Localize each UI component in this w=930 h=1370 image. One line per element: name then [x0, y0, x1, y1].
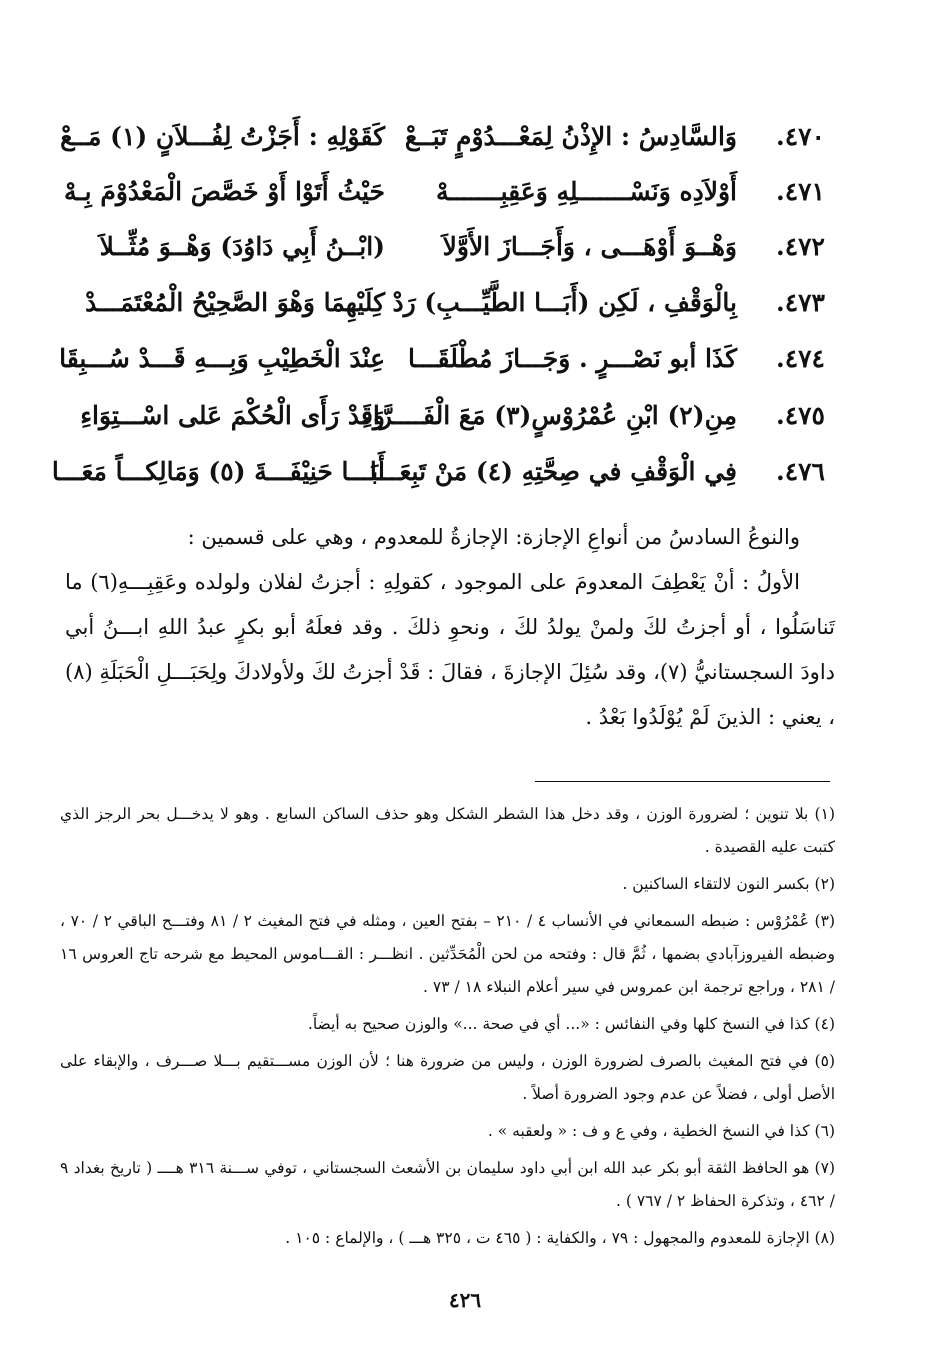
page-number: ٤٢٦ [448, 1288, 482, 1312]
verse-line [70, 390, 825, 440]
verse-line [70, 221, 825, 271]
verse-line [60, 111, 825, 161]
verse-number: ٤٧٢. [775, 231, 825, 261]
footnote: (٤) كذا في النسخ كلها وفي النفائس : «... أي في صحة ...» والوزن صحيح به أيضاً. [307, 1015, 835, 1033]
verse-first-hemistich: فِي الْوَقْفِ في صِحَّتِهِ (٤) مَنْ تَبِعَـــا [369, 456, 737, 486]
verse-first-hemistich: مِنِ(٢) ابْنِ عُمْرُوْسٍ(٣) مَعَ الْفَــــرَّاءِ [361, 400, 737, 430]
verse-number: ٤٧٤. [775, 343, 825, 373]
verse-second-hemistich: حَيْثُ أَتَوْا أَوْ خَصَّصَ الْمَعْدُوْمَ بِـهْ [63, 176, 385, 206]
verse-second-hemistich: عِنْدَ الْخَطِيْبِ وَبِـــهِ قَـــدْ سُـــبِقَا [59, 343, 385, 373]
verse-first-hemistich: بِالْوَقْفِ ، لَكِن (أَبَـــا الطَّيِّـــبِ) رَدْ [392, 287, 737, 317]
verse-line [63, 166, 825, 216]
body-paragraph: والنوعُ السادسُ من أنواعِ الإجازة: الإجازةُ للمعدوم ، وهي على قسمين : [187, 525, 800, 549]
verse-line [59, 333, 825, 383]
footnote: (٧) هو الحافظ الثقة أبو بكر عبد الله ابن أبي داود سليمان بن الأشعث السجستاني ، توفي ســـنة ٣١٦ هــــ ( تاريخ بغداد ٩ / ٤٦٢ ، وتذكرة الحفاظ ٢ / ٧٦٧ ) . [60, 1159, 835, 1210]
verse-number: ٤٧٦. [775, 456, 825, 486]
verse-line [51, 446, 825, 496]
footnote-divider [535, 781, 830, 782]
footnote: (٣) عُمْرُوْس : ضبطه السمعاني في الأنساب ٤ / ٢١٠ – بفتح العين ، ومثله في فتح المغيث ٢ / ٨١ وفتـــح الباقي ٢ / ٧٠ ، وضبطه الفيروزآبادي بضمها ، ثُمَّ قال : وفتحه من لحن الْمُحَدِّثين . انظـــر : القـــاموس المحيط مع شرحه تاج العروس ١٦ / ٢٨١ ، وراجع ترجمة ابن عمروس في سير أعلام النبلاء ١٨ / ٧٣ . [60, 912, 835, 996]
verse-line [70, 277, 825, 327]
footnotes [60, 798, 835, 1259]
verse-number: ٤٧٣. [775, 287, 825, 317]
verse-first-hemistich: وَهْــوَ أَوْهَـــى ، وَأَجَـــازَ الأَوَّلاَ [442, 231, 737, 261]
verse-second-hemistich: أَبَـــا حَنِيْفَـــةَ (٥) وَمَالِكـــاً مَعَـــا [51, 456, 385, 486]
verse-second-hemistich: كِلَيْهِمَا وَهْوَ الصَّحِيْحُ الْمُعْتَمَـــدْ [85, 287, 385, 317]
verse-number: ٤٧٥. [775, 400, 825, 430]
verse-second-hemistich: وَقَدْ رَأَى الْحُكْمَ عَلى اسْـــتِوَاءِ [80, 400, 385, 430]
verse-second-hemistich: كَقَوْلِهِ : أَجَزْتُ لِفُـــلاَنٍ (١) مَــعْ [60, 121, 385, 151]
footnote: (٥) في فتح المغيث بالصرف لضرورة الوزن ، وليس من ضرورة هنا ؛ لأن الوزن مســـتقيم بـــلا صـــرف ، والإبقاء على الأصل أولى ، فضلاً عن عدم وجود الضرورة أصلاً . [60, 1052, 835, 1103]
verse-number: ٤٧١. [775, 176, 825, 206]
footnote: (٢) بكسر النون لالتقاء الساكنين . [622, 875, 835, 893]
footnote: (١) بلا تنوين ؛ لضرورة الوزن ، وقد دخل هذا الشطر الشكل وهو حذف الساكن السابع . وهو لا يدخـــل بحر الرجز الذي كتبت عليه القصيدة . [60, 805, 835, 856]
verse-first-hemistich: وَالسَّادِسُ : الإِذْنُ لِمَعْـــدُوْمٍ تَبَــعْ [404, 121, 737, 151]
verse-first-hemistich: كَذَا أبو نَصْـــرٍ . وَجَـــازَ مُطْلَقَـــا [407, 343, 737, 373]
footnote: (٦) كذا في النسخ الخطية ، وفي ع و ف : « ولعقبه » . [487, 1122, 835, 1140]
body-paragraph: الأولُ : أنْ يَعْطِفَ المعدومَ على الموجود ، كقولِهِ : أجزتُ لفلان ولولده وعَقِبِـــهِ(٦) ما تَناسَلُوا ، أو أجزتُ لكَ ولمنْ يولدُ لكَ ، ونحوِ ذلكَ . وقد فعلَهُ أبو بكرٍ عبدُ اللهِ ابـــنُ أبي داودَ السجستانيُّ (٧)، وقد سُئِلَ الإجازةَ ، فقالَ : قَدْ أجزتُ لكَ ولأولادكَ ولِحَبَـــلِ الْحَبَلَةِ (٨) ، يعني : الذينَ لَمْ يُوْلَدُوا بَعْدُ . [65, 570, 836, 729]
verse-second-hemistich: (ابْــنُ أَبِي دَاوُدَ) وَهْــوَ مُثِّــلاَ [99, 231, 385, 261]
verse-number: ٤٧٠. [775, 121, 825, 151]
footnote: (٨) الإجازة للمعدوم والمجهول : ٧٩ ، والكفاية : ( ٤٦٥ ت ، ٣٢٥ هـــ ) ، والإلماع : ١٠٥ . [285, 1229, 835, 1247]
verse-first-hemistich: أَوْلاَدِه وَنَسْـــــــلِهِ وَعَقِبِـــــــهْ [435, 176, 737, 206]
